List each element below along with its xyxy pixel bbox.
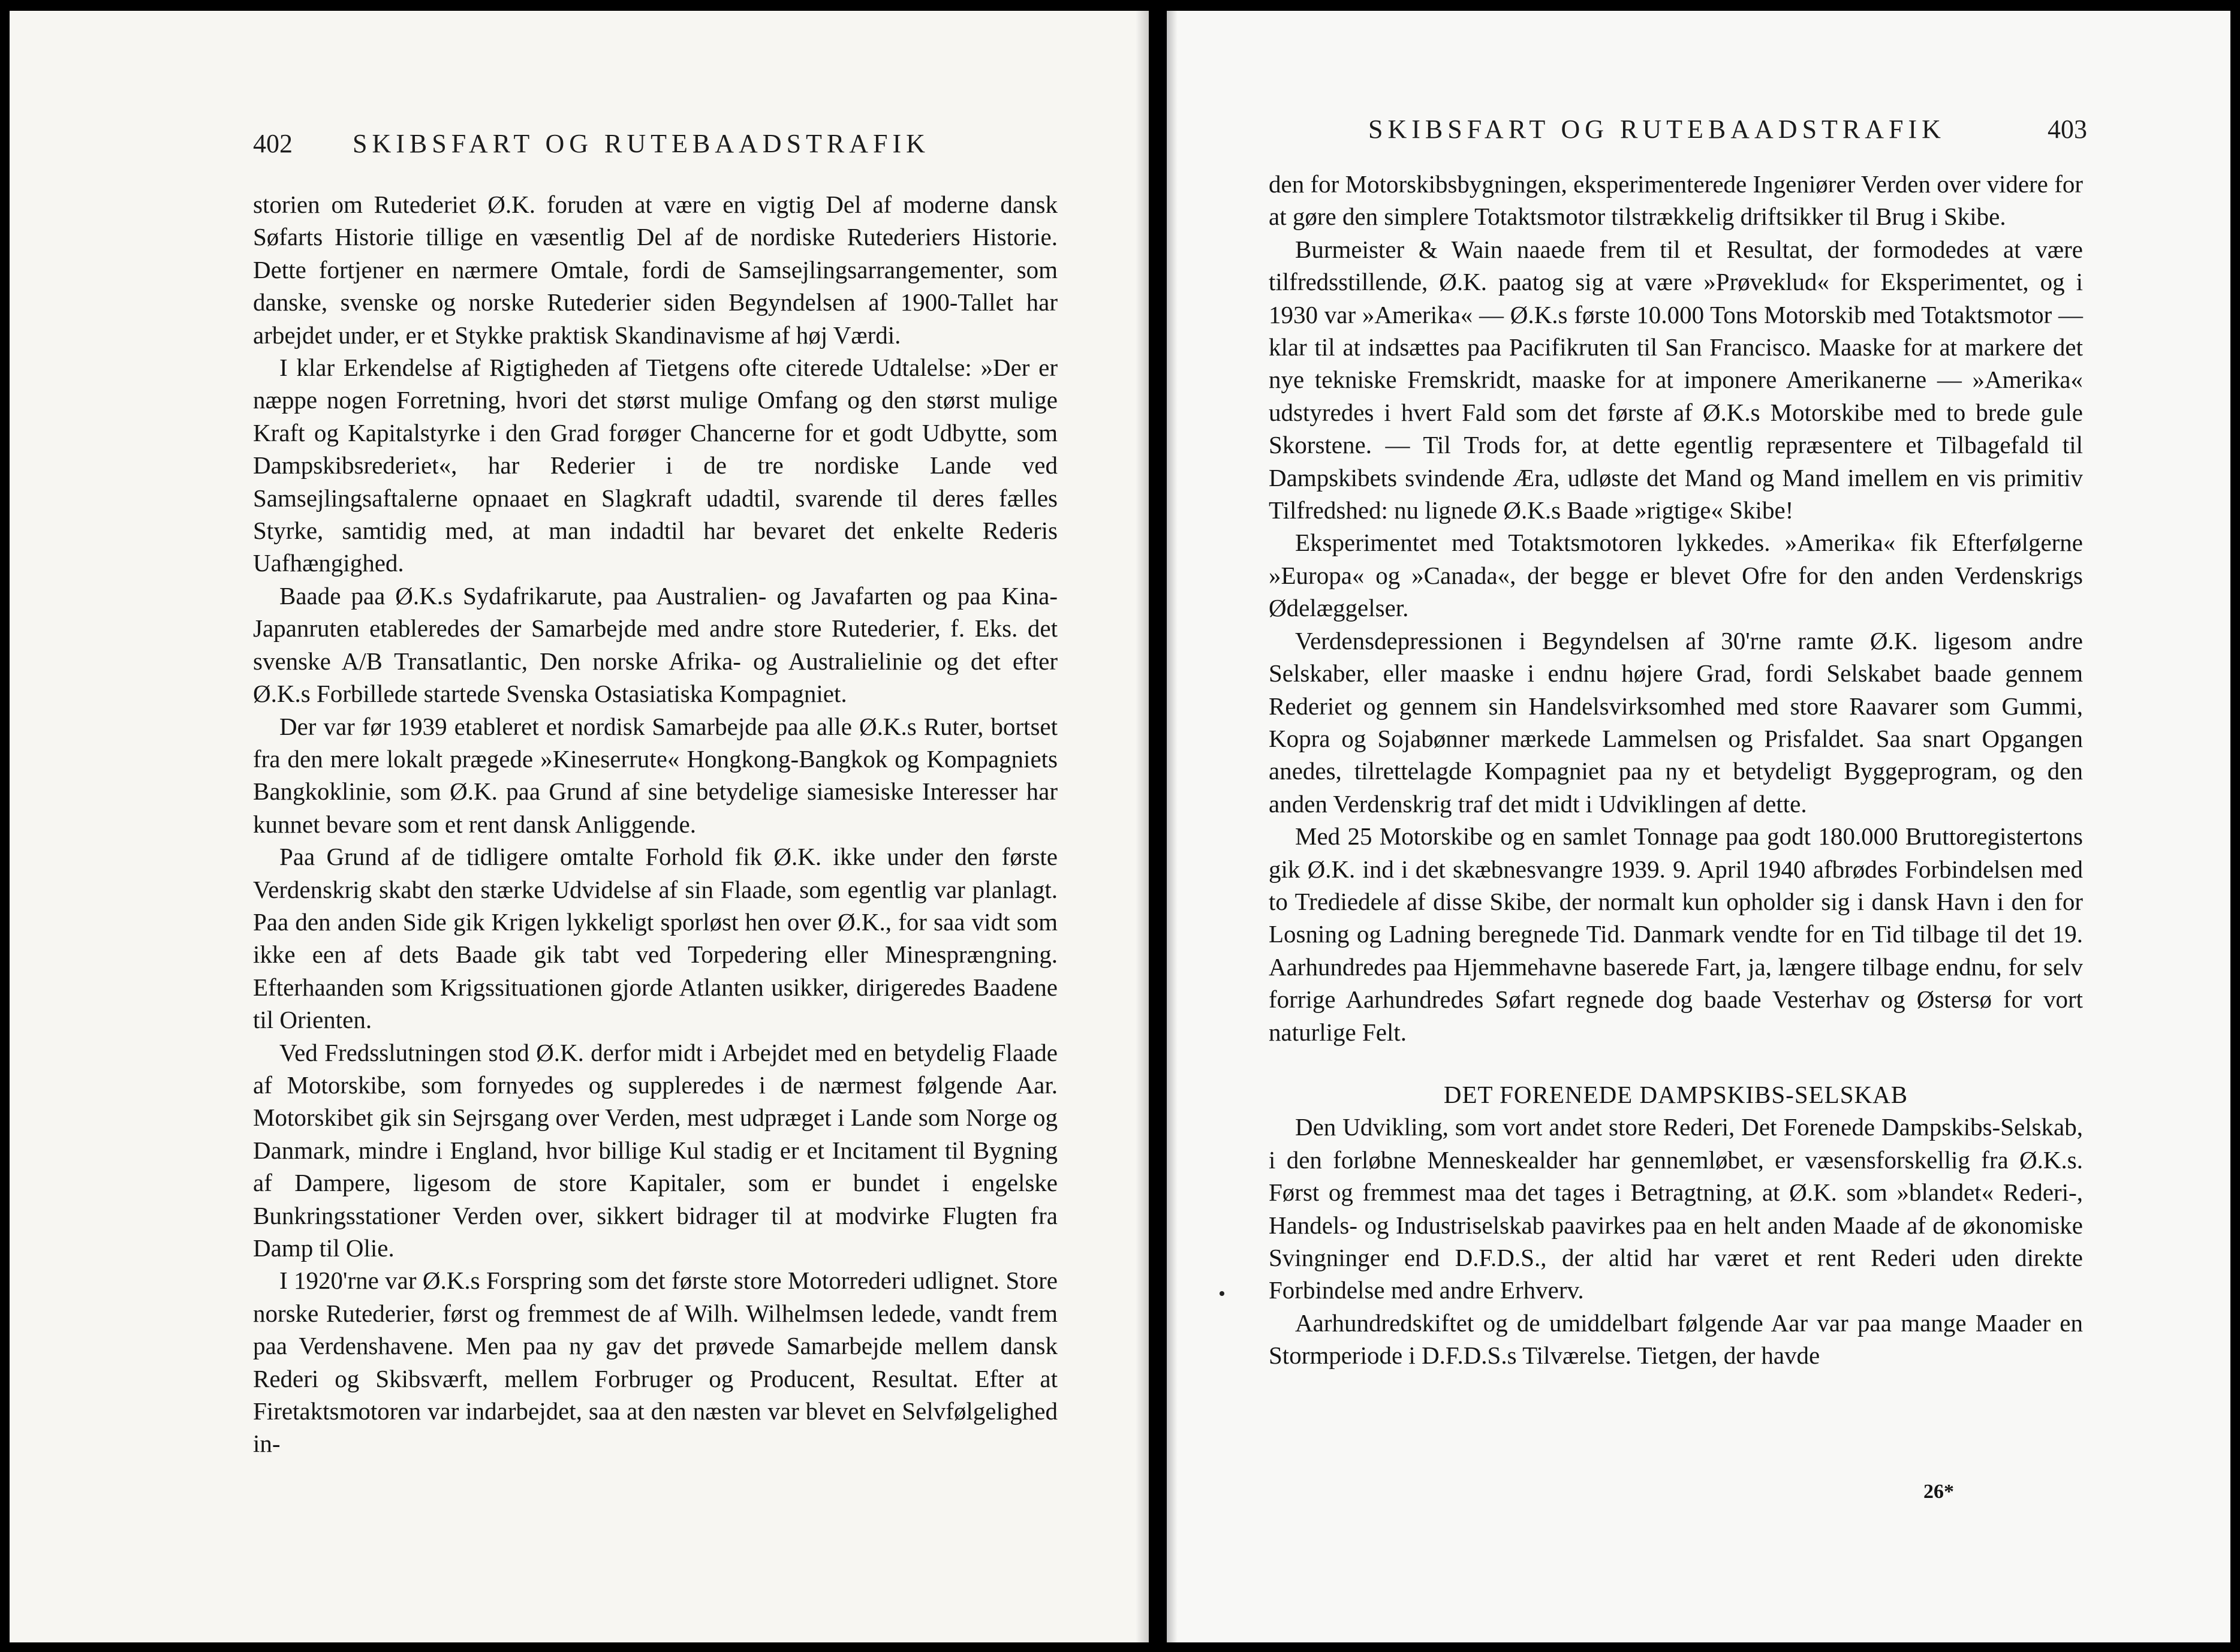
paragraph: Burmeister & Wain naaede frem til et Resultat, der formodedes at være tilfredsstillende, Ø.K. paatog sig at være »Prøveklud« for Eksperimentet, og i 1930 var »Amerika« — Ø.K.s første 10.000 Tons Motorskib med Totaktsmotor — klar til at indsættes paa Pacifikruten til San Francisco. Maaske for at markere det nye tekniske Fremskridt, maaske for at imponere Amerikanerne — »Amerika« udstyredes i hvert Fald som det første af Ø.K.s Motorskibe med to brede gule Skorstene. — Til Trods for, at dette egentlig repræsentere et Tilbagefald til Dampskibets svindende Æra, udløste det Mand og Mand imellem en vis primitiv Tilfredshed: nu lignede Ø.K.s Baade »rigtige« Skibe! [1269, 235, 2083, 524]
paragraph: I klar Erkendelse af Rigtigheden af Tietgens ofte citerede Udtalelse: »Der er næppe nogen Forretning, hvori det størst mulige Omfang og den størst mulige Kraft og Kapitalstyrke i den Grad forøger Chancerne for et godt Udbytte, som Dampskibsrederiet«, har Rederier i de tre nordiske Lande ved Samsejlingsaftalerne opnaaet en Slagkraft udadtil, svarende til deres fælles Styrke, samtidig med, at man indadtil har bevaret det enkelte Rederis Uafhængighed. [253, 354, 1058, 577]
paragraph: Ved Fredsslutningen stod Ø.K. derfor midt i Arbejdet med en betydelig Flaade af Motorskibe, som fornyedes og suppleredes i de nærmest følgende Aar. Motorskibet gik sin Sejrsgang over Verden, mest udpræget i Lande som Norge og Danmark, mindre i England, hvor billige Kul stadig er et Incitament til Bygning af Dampere, ligesom de store Kapitaler, som er bundet i engelske Bunkringsstationer Verden over, sikkert bidrager til at modvirke Flugten fra Damp til Olie. [253, 1038, 1058, 1262]
paragraph: I 1920'rne var Ø.K.s Forspring som det første store Motorrederi udlignet. Store norske Rutederier, først og fremmest de af Wilh. Wilhelmsen ledede, vandt frem paa Verdenshavene. Men paa ny gav det prøvede Samarbejde mellem dansk Rederi og Skibsværft, mellem Forbruger og Producent, Resultat. Efter at Firetaktsmotoren var indarbejdet, saa at den næsten var blevet en Selvfølgelighed in- [253, 1267, 1058, 1458]
left-page [10, 11, 1149, 1642]
page-number: 403 [2047, 114, 2087, 144]
page-number: 402 [253, 129, 293, 158]
paragraph: Den Udvikling, som vort andet store Rederi, Det Forenede Dampskibs-Selskab, i den forløbne Menneskealder har gennemløbet, er væsensforskellig fra Ø.K.s. Først og fremmest maa det tages i Betragtning, at Ø.K. som »blandet« Rederi-, Handels- og Industriselskab paavirkes paa en helt anden Maade af de økonomiske Svingninger end D.F.D.S., der altid har været et rent Rederi uden direkte Forbindelse med andre Erhverv. [1269, 1113, 2083, 1304]
running-head-title: SKIBSFART OG RUTEBAADSTRAFIK [1368, 114, 1946, 144]
paragraph: Verdensdepressionen i Begyndelsen af 30'rne ramte Ø.K. ligesom andre Selskaber, eller maaske i endnu højere Grad, fordi Selskabet baade gennem Rederiet og gennem sin Handelsvirksomhed med store Raavarer som Gummi, Kopra og Sojabønner mærkede Lammelsen og Prisfaldet. Saa snart Opgangen anedes, tilrettelagde Kompagniet paa ny et betydeligt Byggeprogram, og den anden Verdenskrig traf det midt i Udviklingen af dette. [1269, 626, 2083, 818]
body-text-left [253, 188, 1058, 1460]
running-head-right [1368, 114, 2087, 144]
paragraph: Aarhundredskiftet og de umiddelbart følgende Aar var paa mange Maader en Stormperiode i D.F.D.S.s Tilværelse. Tietgen, der havde [1269, 1309, 2083, 1370]
paragraph: Baade paa Ø.K.s Sydafrikarute, paa Australien- og Javafarten og paa Kina-Japanruten etableredes der Samarbejde med andre store Rutederier, f. Eks. det svenske A/B Transatlantic, Den norske Afrika- og Australielinie og det efter Ø.K.s Forbillede startede Svenska Ostasiatiska Kompagniet. [253, 581, 1058, 708]
right-page [1167, 11, 2230, 1642]
section-heading: DET FORENEDE DAMPSKIBS-SELSKAB [1443, 1080, 1908, 1108]
signature-mark: 26* [1923, 1481, 1954, 1503]
paragraph: storien om Rutederiet Ø.K. foruden at være en vigtig Del af moderne dansk Søfarts Historie tillige en væsentlig Del af de nordiske Rutederiers Historie. Dette fortjener en nærmere Omtale, fordi de Samsejlingsarrangementer, som danske, svenske og norske Rutederier siden Begyndelsen af 1900-Tallet har arbejdet under, er et Stykke praktisk Skandinavisme af høj Værdi. [253, 191, 1058, 349]
paragraph: Med 25 Motorskibe og en samlet Tonnage paa godt 180.000 Bruttoregistertons gik Ø.K. ind i det skæbnesvangre 1939. 9. April 1940 afbrødes Forbindelsen med to Trediedele af disse Skibe, der normalt kun opholder sig i dansk Havn i den for Losning og Ladning beregnede Tid. Danmark vendte for en Tid tilbage til det 19. Aarhundredes paa Hjemmehavne baserede Fart, ja, længere tilbage endnu, for selv forrige Aarhundredes Søfart regnede dog baade Vesterhav og Østersø for vort naturlige Felt. [1269, 822, 2083, 1046]
paragraph: den for Motorskibsbygningen, eksperimenterede Ingeniører Verden over videre for at gøre den simplere Totaktsmotor tilstrækkelig driftsikker til Brug i Skibe. [1269, 170, 2083, 231]
body-text-right [1269, 168, 2083, 1372]
paragraph: Paa Grund af de tidligere omtalte Forhold fik Ø.K. ikke under den første Verdenskrig skabt den stærke Udvidelse af sin Flaade, som egentlig var planlagt. Paa den anden Side gik Krigen lykkeligt sporløst hen over Ø.K., for saa vidt som ikke een af dets Baade gik tabt ved Torpedering eller Minesprængning. Efterhaanden som Krigssituationen gjorde Atlanten usikker, dirigeredes Baadene til Orienten. [253, 843, 1058, 1034]
paragraph: Eksperimentet med Totaktsmotoren lykkedes. »Amerika« fik Efterfølgerne »Europa« og »Canada«, der begge er blevet Ofre for den anden Verdenskrigs Ødelæggelser. [1269, 529, 2083, 622]
paragraph: Der var før 1939 etableret et nordisk Samarbejde paa alle Ø.K.s Ruter, bortset fra den mere lokalt prægede »Kineserrute« Hongkong-Bangkok og Kompagniets Bangkoklinie, som Ø.K. paa Grund af sine betydelige siamesiske Interesser har kunnet bevare som et rent dansk Anliggende. [253, 712, 1058, 838]
ink-speck [1220, 1291, 1224, 1296]
running-head-left [253, 128, 930, 159]
running-head-title: SKIBSFART OG RUTEBAADSTRAFIK [353, 129, 930, 158]
